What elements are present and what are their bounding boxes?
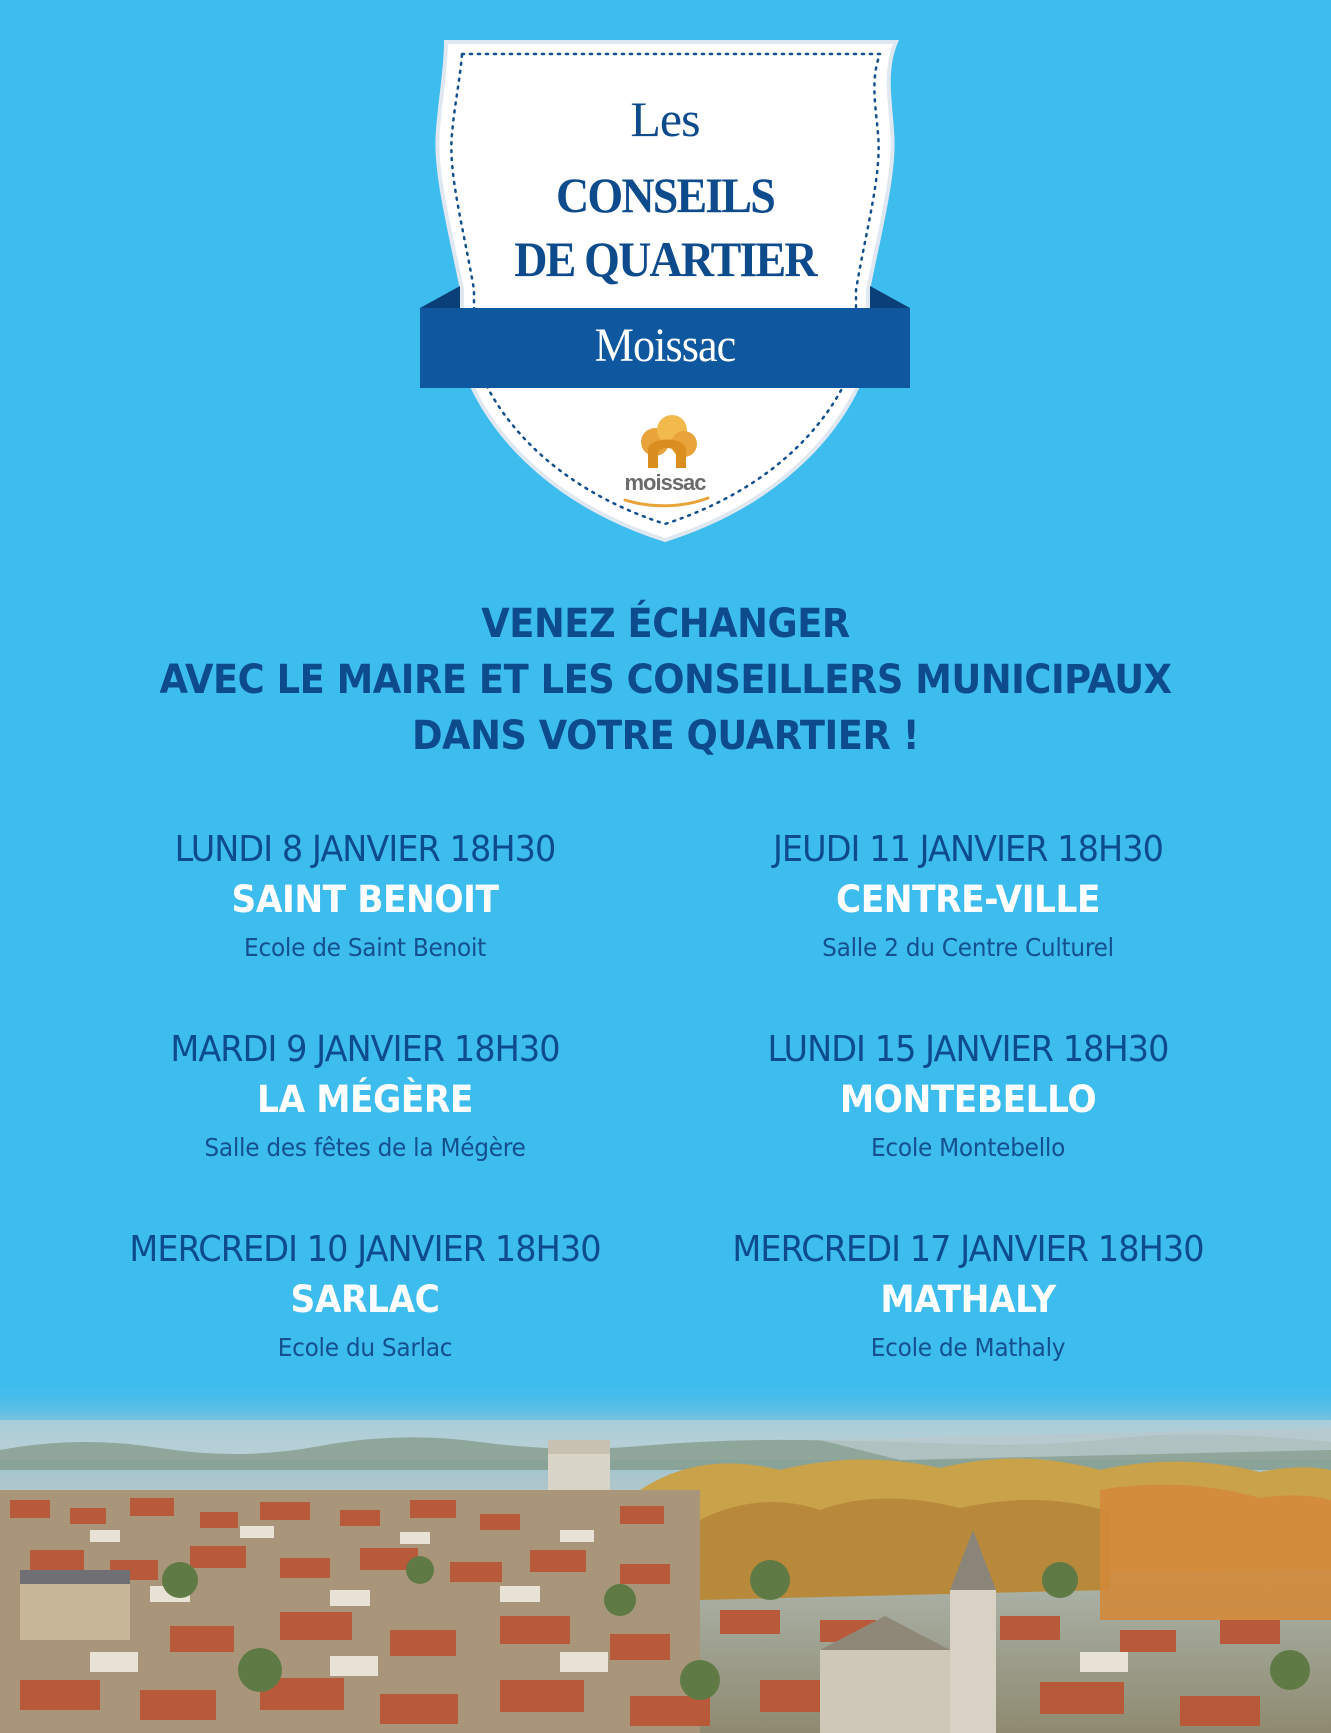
event-place: Salle des fêtes de la Mégère [204, 1133, 526, 1162]
event-sarlac [55, 1226, 675, 1370]
event-area: SARLAC [290, 1278, 440, 1321]
headline-line2: AVEC LE MAIRE ET LES CONSEILLERS MUNICIPAUX [159, 657, 1172, 703]
event-place: Ecole Montebello [870, 1133, 1066, 1162]
event-date: MERCREDI 10 JANVIER 18H30 [129, 1229, 601, 1270]
event-date: MARDI 9 JANVIER 18H30 [170, 1029, 560, 1070]
event-area: MONTEBELLO [839, 1078, 1097, 1121]
headline [0, 596, 1331, 764]
event-saint-benoit [55, 826, 675, 970]
event-area: LA MÉGÈRE [257, 1078, 473, 1121]
crest-title-line1: CONSEILS [556, 167, 774, 223]
event-date: JEUDI 11 JANVIER 18H30 [772, 829, 1164, 870]
crest-town-name: Moissac [594, 319, 736, 372]
event-place: Salle 2 du Centre Culturel [822, 933, 1114, 962]
headline-line3: DANS VOTRE QUARTIER ! [411, 713, 920, 759]
event-date: LUNDI 8 JANVIER 18H30 [174, 829, 556, 870]
headline-line1: VENEZ ÉCHANGER [481, 601, 850, 647]
event-la-megere [55, 1026, 675, 1170]
crest-badge [410, 30, 920, 550]
event-montebello [658, 1026, 1278, 1170]
event-place: Ecole de Saint Benoit [244, 933, 486, 962]
event-place: Ecole du Sarlac [277, 1333, 453, 1362]
crest-title-line2: DE QUARTIER [514, 231, 816, 287]
event-area: SAINT BENOIT [231, 878, 499, 921]
event-area: CENTRE-VILLE [835, 878, 1101, 921]
event-date: LUNDI 15 JANVIER 18H30 [767, 1029, 1169, 1070]
event-place: Ecole de Mathaly [870, 1333, 1066, 1362]
event-centre-ville [658, 826, 1278, 970]
event-area: MATHALY [880, 1278, 1056, 1321]
town-aerial-photo [0, 1380, 1331, 1733]
event-date: MERCREDI 17 JANVIER 18H30 [732, 1229, 1204, 1270]
event-mathaly [658, 1226, 1278, 1370]
crest-pre-text: Les [630, 91, 700, 147]
moissac-logo-text: moissac [624, 470, 706, 495]
